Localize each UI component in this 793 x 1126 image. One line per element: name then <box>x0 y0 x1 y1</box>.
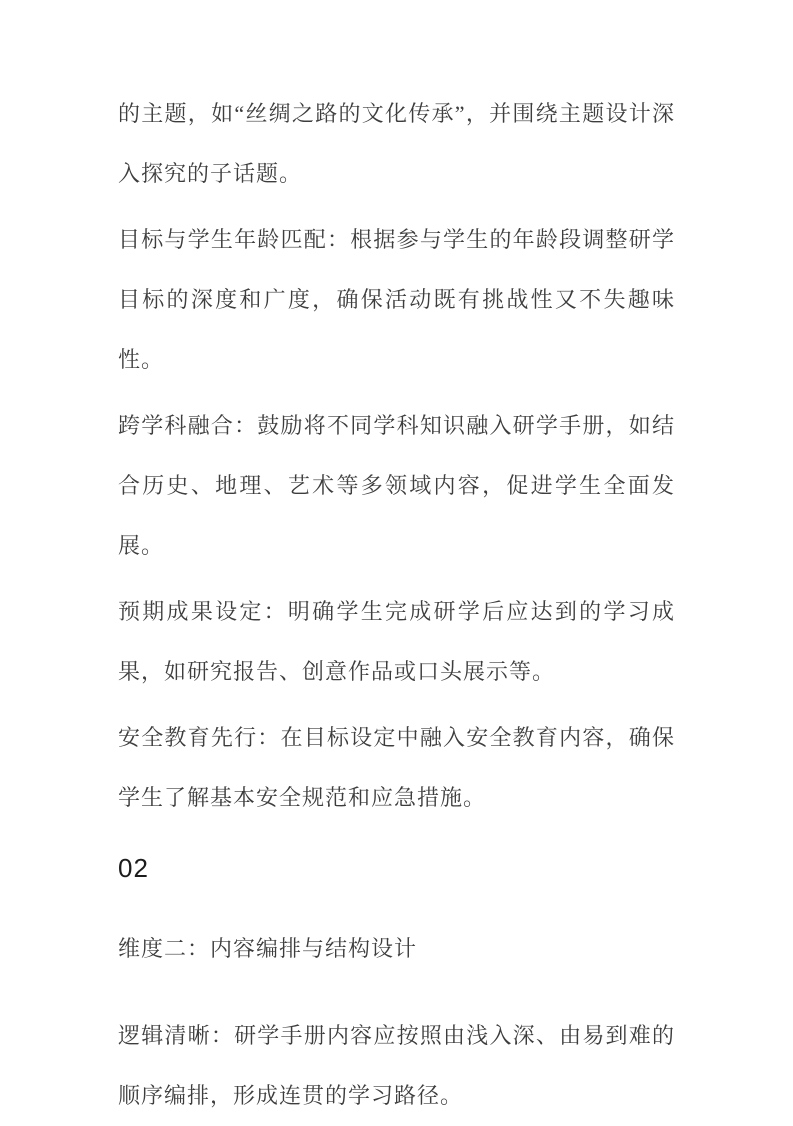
paragraph-theme-subtopics: 的主题，如“丝绸之路的文化传承”，并围绕主题设计深入探究的子话题。 <box>118 101 675 186</box>
paragraph-age-matching: 目标与学生年龄匹配：根据参与学生的年龄段调整研学目标的深度和广度，确保活动既有挑战性又不失趣味性。 <box>118 227 675 372</box>
paragraph-expected-outcomes: 预期成果设定：明确学生完成研学后应达到的学习成果，如研究报告、创意作品或口头展示等。 <box>118 599 675 684</box>
paragraph-interdisciplinary: 跨学科融合：鼓励将不同学科知识融入研学手册，如结合历史、地理、艺术等多领域内容，促进学生全面发展。 <box>118 413 675 558</box>
section-heading: 维度二：内容编排与结构设计 <box>118 936 418 961</box>
paragraph-safety-education: 安全教育先行：在目标设定中融入安全教育内容，确保学生了解基本安全规范和应急措施。 <box>118 725 675 810</box>
paragraph-clear-logic: 逻辑清晰：研学手册内容应按照由浅入深、由易到难的顺序编排，形成连贯的学习路径。 <box>118 1023 675 1108</box>
closing-section <box>118 1006 675 1126</box>
section-number: 02 <box>118 853 149 883</box>
